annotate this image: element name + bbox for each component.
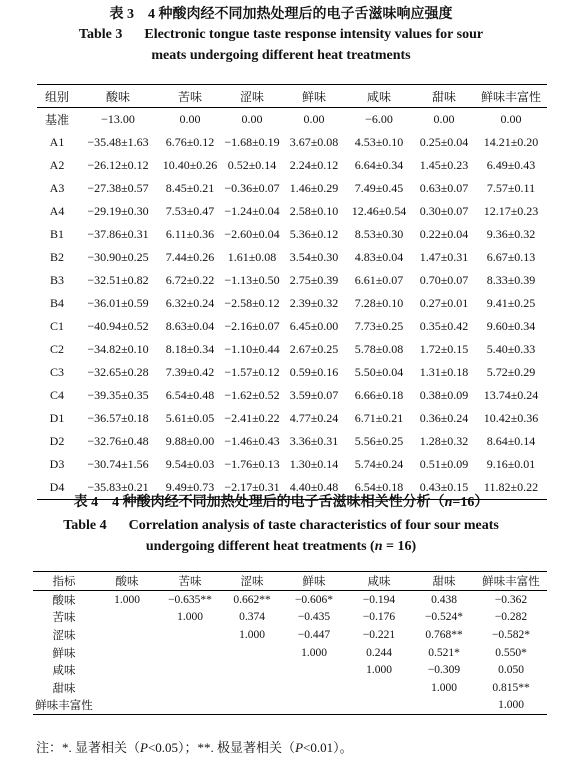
table3-cell: −32.76±0.48 — [87, 434, 149, 448]
table3-cell: −0.36±0.07 — [224, 181, 280, 195]
table4-cell: −0.176 — [362, 611, 396, 624]
table3-title-cn: 表 3 4 种酸肉经不同加热处理后的电子舌滋味响应强度 — [109, 7, 453, 22]
table4-title-en-line2-n: n — [374, 539, 383, 554]
table4-cell: 1.000 — [498, 699, 524, 712]
table3-title-en-line1 — [0, 24, 562, 45]
table3-header-cell: 鲜味 — [301, 89, 326, 104]
table4-cell: −0.194 — [362, 593, 396, 606]
table3-header-cell: 涩味 — [239, 89, 264, 104]
table3-cell: 0.36±0.24 — [419, 411, 469, 425]
table3-cell: 6.67±0.13 — [486, 250, 536, 264]
table3-cell: 6.66±0.18 — [354, 388, 404, 402]
table3-cell: 6.49±0.43 — [486, 158, 536, 172]
table4-bottom-rule — [33, 714, 547, 715]
table3-row-label: C2 — [49, 342, 64, 356]
table3-cell: 7.73±0.25 — [354, 319, 404, 333]
table3-cell: 8.33±0.39 — [486, 273, 536, 287]
table3-row — [37, 108, 547, 131]
table3-cell: −2.16±0.07 — [224, 319, 280, 333]
table3-cell: 1.72±0.15 — [419, 342, 469, 356]
table4-title-cn-main: 表 4 4 种酸肉经不同加热处理后的电子舌滋味相关性分析（ — [73, 495, 445, 510]
table3-row-label: D4 — [49, 480, 65, 494]
table3-cell: 2.67±0.25 — [289, 342, 339, 356]
table3-cell: 8.18±0.34 — [165, 342, 215, 356]
table4-cell: −0.435 — [297, 611, 331, 624]
table3-row-label: D3 — [49, 457, 65, 471]
table4 — [33, 571, 547, 715]
table3-cell: −35.48±1.63 — [87, 135, 149, 149]
table4-cell: −0.524* — [424, 611, 464, 624]
table3-cell: 2.24±0.12 — [289, 158, 339, 172]
table4-row — [33, 591, 547, 609]
table3-cell: 6.71±0.21 — [354, 411, 404, 425]
table3-cell: 5.40±0.33 — [486, 342, 536, 356]
table4-title-en-line2-main: undergoing different heat treatments ( — [145, 539, 375, 554]
table3-cell: −1.46±0.43 — [224, 434, 280, 448]
table3-cell: 5.74±0.24 — [354, 457, 404, 471]
table3-cell: −6.00 — [365, 112, 393, 126]
table3-cell: 4.77±0.24 — [289, 411, 339, 425]
table4-cell: 0.438 — [431, 593, 457, 606]
table3-row — [37, 223, 547, 246]
table3-cell: −2.58±0.12 — [224, 296, 280, 310]
table3-cell: 1.47±0.31 — [419, 250, 469, 264]
table4-title-en-line1 — [0, 515, 562, 536]
table3-cell: 5.36±0.12 — [289, 227, 339, 241]
table4-row-label: 涩味 — [52, 629, 76, 642]
table3-title-en-line2: meats undergoing different heat treatments — [151, 48, 411, 63]
note-p2: P — [295, 740, 304, 755]
table3-row — [37, 269, 547, 292]
table3-cell: 0.22±0.04 — [419, 227, 469, 241]
table3-row-label: C3 — [49, 365, 64, 379]
table4-title-cn-end: =16） — [452, 495, 489, 510]
table3-row — [37, 430, 547, 453]
table3-row — [37, 246, 547, 269]
table3-row — [37, 384, 547, 407]
table3-row-label: B3 — [49, 273, 64, 287]
table3-cell: 5.56±0.25 — [354, 434, 404, 448]
table4-header-cell: 鲜味丰富性 — [482, 576, 540, 588]
table3-cell: −2.60±0.04 — [224, 227, 280, 241]
table3-cell: 8.63±0.04 — [165, 319, 215, 333]
table3-row-label: B1 — [49, 227, 64, 241]
table4-cell: 0.815** — [492, 681, 530, 694]
table4-row-label: 苦味 — [52, 612, 76, 625]
table3-cell: 12.17±0.23 — [483, 204, 539, 218]
table3-cell: 6.76±0.12 — [165, 135, 215, 149]
table4-row — [33, 644, 547, 662]
table3-cell: −2.41±0.22 — [224, 411, 280, 425]
note-mid: <0.05）；**. 极显著相关（ — [147, 740, 296, 755]
table3-row — [37, 361, 547, 384]
table4-note — [36, 739, 353, 757]
table3-cell: 2.75±0.39 — [289, 273, 339, 287]
table4-title-en-text1: Correlation analysis of taste characteristics of four sour meats — [128, 518, 499, 533]
table3-cell: 14.21±0.20 — [483, 135, 539, 149]
table3-row-label: 基准 — [44, 113, 69, 127]
table3-row — [37, 200, 547, 223]
table3-cell: 0.00 — [433, 112, 455, 126]
note-prefix: 注：*. 显著相关（ — [36, 740, 141, 755]
table3-row-label: B4 — [49, 296, 64, 310]
table3-row — [37, 338, 547, 361]
table3-cell: 5.61±0.05 — [165, 411, 215, 425]
table4-title-cn-n: n — [444, 495, 453, 510]
table3-cell: 9.41±0.25 — [486, 296, 536, 310]
table3 — [37, 84, 547, 500]
table3-header-cell: 甜味 — [431, 89, 456, 104]
table3-row-label: C1 — [49, 319, 64, 333]
table3-cell: 4.53±0.10 — [354, 135, 404, 149]
table3-cell: 0.70±0.07 — [419, 273, 469, 287]
table3-cell: 0.25±0.04 — [419, 135, 469, 149]
table4-cell: 0.768** — [425, 628, 463, 641]
table3-cell: 6.61±0.07 — [354, 273, 404, 287]
table3-cell: 5.72±0.29 — [486, 365, 536, 379]
table4-header-row — [33, 572, 547, 590]
table3-cell: 9.49±0.73 — [165, 480, 215, 494]
table3-row — [37, 131, 547, 154]
table3-cell: 6.54±0.18 — [354, 480, 404, 494]
table4-cell: −0.282 — [494, 611, 528, 624]
table3-cell: 0.52±0.14 — [227, 158, 277, 172]
table3-cell: 3.59±0.07 — [289, 388, 339, 402]
table3-cell: 0.51±0.09 — [419, 457, 469, 471]
table4-row — [33, 679, 547, 697]
table4-cell: 0.244 — [366, 646, 392, 659]
table4-cell: 1.000 — [114, 593, 140, 606]
table4-header-cell: 指标 — [52, 576, 76, 588]
table4-cell: 1.000 — [239, 628, 265, 641]
table3-cell: 9.60±0.34 — [486, 319, 536, 333]
table3-cell: −37.86±0.31 — [87, 227, 149, 241]
table3-cell: 5.50±0.04 — [354, 365, 404, 379]
table4-cell: 1.000 — [177, 611, 203, 624]
table4-row — [33, 609, 547, 627]
table3-cell: −30.74±1.56 — [87, 457, 149, 471]
table3-cell: 13.74±0.24 — [483, 388, 539, 402]
table3-row — [37, 177, 547, 200]
table3-cell: 0.63±0.07 — [419, 181, 469, 195]
table3-title-en-text1: Electronic tongue taste response intensity values for sour — [144, 27, 484, 42]
table4-cell: −0.447 — [297, 628, 331, 641]
table4-cell: 0.521* — [428, 646, 460, 659]
table3-cell: −39.35±0.35 — [87, 388, 149, 402]
table3-row — [37, 453, 547, 476]
table3-header-cell: 组别 — [44, 89, 69, 104]
table3-header-cell: 酸味 — [105, 89, 130, 104]
table3-cell: 2.58±0.10 — [289, 204, 339, 218]
table4-cell: 1.000 — [366, 664, 392, 677]
table3-cell: 8.53±0.30 — [354, 227, 404, 241]
table3-cell: 3.36±0.31 — [289, 434, 339, 448]
table3-cell: −36.57±0.18 — [87, 411, 149, 425]
table3-cell: 0.00 — [500, 112, 522, 126]
table4-cell: 0.662** — [233, 593, 271, 606]
table3-cell: 3.54±0.30 — [289, 250, 339, 264]
table3-row-label: A3 — [49, 181, 65, 195]
table3-cell: 1.61±0.08 — [227, 250, 277, 264]
table4-row-label: 鲜味丰富性 — [35, 700, 93, 713]
table3-cell: 6.32±0.24 — [165, 296, 215, 310]
table4-cell: −0.582* — [491, 628, 531, 641]
table3-cell: 0.27±0.01 — [419, 296, 469, 310]
table3-row — [37, 407, 547, 430]
table3-cell: 6.64±0.34 — [354, 158, 404, 172]
table4-cell: −0.309 — [427, 664, 461, 677]
table3-header-row — [37, 85, 547, 107]
table3-header-cell: 咸味 — [366, 89, 391, 104]
table4-row-label: 咸味 — [52, 665, 76, 678]
table3-cell: 1.28±0.32 — [419, 434, 469, 448]
table3-row-label: A1 — [49, 135, 65, 149]
table3-cell: −1.24±0.04 — [224, 204, 280, 218]
table3-row-label: D2 — [49, 434, 65, 448]
table4-header-cell: 鲜味 — [302, 576, 326, 588]
table3-cell: 0.00 — [303, 112, 325, 126]
table3-cell: 0.35±0.42 — [419, 319, 469, 333]
table4-title-en-line2 — [0, 536, 562, 557]
table3-cell: 1.30±0.14 — [289, 457, 339, 471]
table3-body — [37, 108, 547, 499]
table3-cell: 9.54±0.03 — [165, 457, 215, 471]
table4-cell: 1.000 — [431, 681, 457, 694]
table4-body — [33, 591, 547, 714]
table3-cell: −2.17±0.31 — [224, 480, 280, 494]
table3-cell: 7.39±0.42 — [165, 365, 215, 379]
table3-cell: 8.64±0.14 — [486, 434, 536, 448]
table4-label-en: Table 4 — [63, 518, 107, 533]
note-p1: P — [140, 740, 148, 755]
table4-row — [33, 697, 547, 715]
table3-cell: 6.11±0.36 — [165, 227, 215, 241]
table4-row-label: 酸味 — [52, 594, 76, 607]
table3-row — [37, 292, 547, 315]
table4-cell: −0.635** — [168, 593, 212, 606]
table3-cell: 6.45±0.00 — [289, 319, 339, 333]
table3-label-en: Table 3 — [78, 27, 123, 42]
table3-cell: −30.90±0.25 — [87, 250, 149, 264]
note-end: <0.01）。 — [303, 740, 353, 755]
table3-row — [37, 315, 547, 338]
table4-row-label: 鲜味 — [52, 647, 76, 660]
table4-cell: −0.221 — [362, 628, 396, 641]
table3-cell: 9.88±0.00 — [165, 434, 215, 448]
table3-cell: −34.82±0.10 — [87, 342, 149, 356]
table3-cell: 1.31±0.18 — [419, 365, 469, 379]
table4-title-en-line2-end: = 16) — [382, 539, 417, 554]
table4-row — [33, 626, 547, 644]
table3-cell: 7.28±0.10 — [354, 296, 404, 310]
table3-header-cell: 鲜味丰富性 — [480, 89, 541, 104]
table3-cell: 7.57±0.11 — [486, 181, 536, 195]
table3-cell: 0.30±0.07 — [419, 204, 469, 218]
table3-row-label: C4 — [49, 388, 64, 402]
table3-cell: 6.54±0.48 — [165, 388, 215, 402]
table3-row-label: A4 — [49, 204, 65, 218]
table3-cell: −36.01±0.59 — [87, 296, 149, 310]
table3-cell: −26.12±0.12 — [87, 158, 149, 172]
table3-cell: −1.10±0.44 — [224, 342, 280, 356]
table4-cell: 1.000 — [301, 646, 327, 659]
table3-cell: −27.38±0.57 — [87, 181, 149, 195]
table3-cell: 0.00 — [241, 112, 263, 126]
table3-cell: 0.00 — [179, 112, 201, 126]
table3-cell: 6.72±0.22 — [165, 273, 215, 287]
table3-cell: −1.57±0.12 — [224, 365, 280, 379]
table3-cell: −1.76±0.13 — [224, 457, 280, 471]
table3-cell: 11.82±0.22 — [483, 480, 539, 494]
table3-cell: 4.83±0.04 — [354, 250, 404, 264]
table3-cell: 1.46±0.29 — [289, 181, 339, 195]
table3-row — [37, 154, 547, 177]
table3-cell: 7.49±0.45 — [354, 181, 404, 195]
table3-cell: 7.44±0.26 — [165, 250, 215, 264]
table4-caption — [0, 494, 562, 557]
table4-cell: 0.550* — [495, 646, 527, 659]
table3-caption — [0, 6, 562, 66]
table3-row-label: D1 — [49, 411, 65, 425]
table3-cell: −32.65±0.28 — [87, 365, 149, 379]
table3-header-cell: 苦味 — [177, 89, 202, 104]
table3-cell: 9.36±0.32 — [486, 227, 536, 241]
table3-cell: 5.78±0.08 — [354, 342, 404, 356]
table3-cell: −13.00 — [101, 112, 135, 126]
table3-row-label: B2 — [49, 250, 64, 264]
table4-header-cell: 涩味 — [240, 576, 264, 588]
table4-header-cell: 甜味 — [432, 576, 456, 588]
table4-cell: 0.050 — [498, 664, 524, 677]
table3-cell: 0.43±0.15 — [419, 480, 469, 494]
table4-cell: −0.362 — [494, 593, 528, 606]
table3-cell: 0.59±0.16 — [289, 365, 339, 379]
table3-cell: 1.45±0.23 — [419, 158, 469, 172]
table4-row — [33, 661, 547, 679]
table4-header-cell: 酸味 — [115, 576, 139, 588]
table3-cell: 10.42±0.36 — [483, 411, 539, 425]
table3-row-label: A2 — [49, 158, 65, 172]
table3-cell: −40.94±0.52 — [87, 319, 149, 333]
table4-cell: 0.374 — [239, 611, 265, 624]
table3-cell: 10.40±0.26 — [162, 158, 218, 172]
table4-title-cn — [0, 494, 562, 512]
table3-cell: −32.51±0.82 — [87, 273, 149, 287]
table3-cell: 2.39±0.32 — [289, 296, 339, 310]
table4-row-label: 甜味 — [52, 682, 76, 695]
table3-cell: 9.16±0.01 — [486, 457, 536, 471]
table3-cell: −1.68±0.19 — [224, 135, 280, 149]
table3-cell: −1.62±0.52 — [224, 388, 280, 402]
table3-cell: 3.67±0.08 — [289, 135, 339, 149]
table3-cell: 7.53±0.47 — [165, 204, 215, 218]
table3-cell: −35.83±0.21 — [87, 480, 149, 494]
table4-header-cell: 苦味 — [178, 576, 202, 588]
table4-header-cell: 咸味 — [367, 576, 391, 588]
table3-cell: −29.19±0.30 — [87, 204, 149, 218]
table3-cell: 0.38±0.09 — [419, 388, 469, 402]
table3-cell: 8.45±0.21 — [165, 181, 215, 195]
table3-cell: −1.13±0.50 — [224, 273, 280, 287]
table4-cell: −0.606* — [294, 593, 334, 606]
table3-cell: 4.40±0.48 — [289, 480, 339, 494]
table3-cell: 12.46±0.54 — [351, 204, 407, 218]
